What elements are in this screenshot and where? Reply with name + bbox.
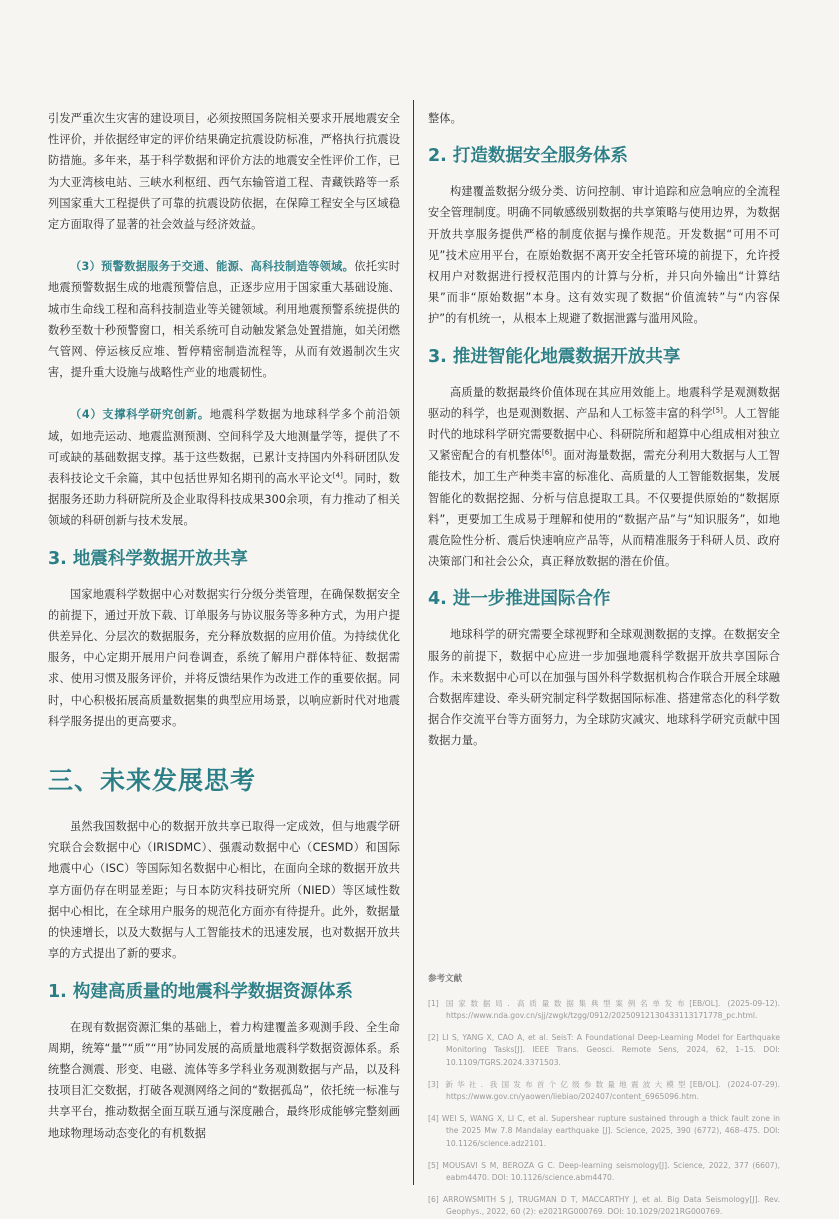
reference-item: [2] LI S, YANG X, CAO A, et al. SeisT: A Foundational Deep-Learning Model for Earthquake Monitoring Tasks[J]. IEEE Trans. Geosci. Remote Sens, 2024, 62, 1–15. DOI: 10.1109/TGRS.2024.3371503. (428, 1032, 780, 1068)
reference-item: [6] ARROWSMITH S J, TRUGMAN D T, MACCARTHY J, et al. Big Data Seismology[J]. Rev. Geophys., 2022, 60 (2): e2021RG000769. DOI: 10.1029/2021RG000769. (428, 1194, 780, 1217)
reference-item: [1] 国家数据局. 高质量数据集典型案例名单发布[EB/OL]. (2025-09-12). https://www.nda.gov.cn/sjj/zwgk/tzgg/0912/20250912130433113171778_pc.html. (428, 998, 780, 1021)
item3-label: （3）预警数据服务于交通、能源、高科技制造等领域。 (70, 260, 355, 274)
part3-paragraph: 虽然我国数据中心的数据开放共享已取得一定成效，但与地震学研究联合会数据中心（IRISDMC）、强震动数据中心（CESMD）和国际地震中心（ISC）等国际知名数据中心相比，在面向全球的数据开放共享方面仍存在明显差距；与日本防灾科技研究所（NIED）等区域性数据中心相比，在全球用户服务的规范化方面亦有待提升。此外，数据量的快速增长，以及大数据与人工智能技术的迅速发展，也对数据开放共享的方式提出了新的要求。 (48, 820, 400, 961)
sub3-text-c: 。面对海量数据，需充分利用大数据与人工智能技术，加工生产种类丰富的标准化、高质量的人工智能数据集，发展智能化的数据挖掘、分析与信息提取工具。不仅要提供原始的“数据原料”，更要加工生成易于理解和使用的“数据产品”与“知识服务”，如地震危险性分析、震后快速响应产品等，从而精准服务于科研人员、政府决策部门和社会公众，真正释放数据的潜在价值。 (428, 449, 780, 569)
sub3-text-b: 。人工智能时代的地球科学研究需要数据中心、科研院所和超算中心组成相对独立又紧密配合的有机整体 (428, 406, 780, 463)
sub4-paragraph: 地球科学的研究需要全球视野和全球观测数据的支撑。在数据安全服务的前提下，数据中心应进一步加强地震科学数据开放共享国际合作。未来数据中心可以在加强与国外科学数据机构合作联合开展全球融合数据库建设、牵头研究制定科学数据国际标准、搭建常态化的科学数据合作交流平台等方面努力，为全球防灾减灾、地球科学研究贡献中国数据力量。 (428, 628, 780, 748)
citation-6: [6] (541, 448, 553, 457)
sub2-paragraph: 构建覆盖数据分级分类、访问控制、审计追踪和应急响应的全流程安全管理制度。明确不同敏感级别数据的共享策略与使用边界，为数据开放共享服务提供严格的制度依据与操作规范。开发数据“可用不可见”技术应用平台，在原始数据不离开安全托管环境的前提下，允许授权用户对数据进行授权范围内的计算与分析，并只向外输出“计算结果”而非“原始数据”本身。这有效实现了数据“价值流转”与“内容保护”的有机统一，从根本上规避了数据泄露与滥用风险。 (428, 185, 780, 326)
sub3-text-a: 高质量的数据最终价值体现在其应用效能上。地震科学是观测数据驱动的科学，也是观测数据、产品和人工标签丰富的科学 (428, 385, 780, 420)
citation-5: [5] (712, 406, 724, 415)
sub2-heading: 2. 打造数据安全服务体系 (428, 146, 628, 167)
reference-item: [3] 新华社. 我国发布首个亿级参数量地震波大模型[EB/OL]. (2024-07-29). https://www.gov.cn/yaowen/liebiao/202407/content_6965096.htm. (428, 1079, 780, 1102)
reference-item: [4] WEI S, WANG X, LI C, et al. Supershear rupture sustained through a thick fault zone in the 2025 Mw 7.8 Mandalay earthquake [J]. Science, 2025, 390 (6772), 468–475. DOI: 10.1126/science.adz2101. (428, 1113, 780, 1149)
references-list (428, 998, 780, 1219)
item4-text-a: 地震科学数据为地球科学多个前沿领域，如地壳运动、地震监测预测、空间科学及大地测量学等，提供了不可或缺的基础数据支撑。基于这些数据，已累计支持国内外科研团队发表科技论文千余篇，其中包括世界知名期刊的高水平论文 (48, 408, 400, 486)
column-divider (413, 100, 414, 1185)
item3-text: 依托实时地震预警数据生成的地震预警信息，正逐步应用于国家重大基础设施、城市生命线工程和高科技制造业等关键领域。利用地震预警系统提供的数秒至数十秒预警窗口，相关系统可自动触发紧急处置措施，如关闭燃气管网、停运核反应堆、暂停精密制造流程等，从而有效遏制次生灾害，提升重大设施与战略性产业的地震韧性。 (48, 260, 400, 380)
part3-heading: 三、未来发展思考 (48, 766, 257, 796)
section3-paragraph: 国家地震科学数据中心对数据实行分级分类管理，在确保数据安全的前提下，通过开放下载、订单服务与协议服务等多种方式，为用户提供差异化、分层次的数据服务，充分释放数据的应用价值。为持续优化服务，中心定期开展用户问卷调查，系统了解用户群体特征、数据需求、使用习惯及服务评价，并将反馈结果作为改进工作的重要依据。同时，中心积极拓展高质量数据集的典型应用场景，以响应新时代对地震科学服务提出的更高要求。 (48, 587, 400, 728)
sub1-paragraph: 在现有数据资源汇集的基础上，着力构建覆盖多观测手段、全生命周期，统筹“量”“质”“用”协同发展的高质量地震科学数据资源体系。系统整合测震、形变、电磁、流体等多学科业务观测数据与产品，以及科技项目汇交数据，打破各观测网络之间的“数据孤岛”，依托统一标准与共享平台，推动数据全面互联互通与深度融合，最终形成能够完整刻画地球物理场动态变化的有机数据 (48, 1020, 400, 1140)
item4-label: （4）支撑科学研究创新。 (70, 408, 210, 422)
sub4-heading: 4. 进一步推进国际合作 (428, 589, 611, 610)
references-title: 参考文献 (428, 973, 463, 984)
left-column (48, 108, 400, 1144)
right-column (428, 108, 780, 1219)
item4-text-b: 。同时，数据服务还助力科研院所及企业取得科技成果300余项，有力推动了相关领域的科研创新与技术发展。 (48, 472, 400, 528)
continued-paragraph: 整体。 (428, 112, 462, 125)
sub1-heading: 1. 构建高质量的地震科学数据资源体系 (48, 981, 353, 1002)
reference-item: [5] MOUSAVI S M, BEROZA G C. Deep-learning seismology[J]. Science, 2022, 377 (6607), eabm4470. DOI: 10.1126/science.abm4470. (428, 1160, 780, 1183)
intro-paragraph: 引发严重次生灾害的建设项目，必须按照国务院相关要求开展地震安全性评价，并依据经审定的评价结果确定抗震设防标准，严格执行抗震设防措施。多年来，基于科学数据和评价方法的地震安全性评价工作，已为大亚湾核电站、三峡水利枢纽、西气东输管道工程、青藏铁路等一系列国家重大工程提供了可靠的抗震设防依据，在保障工程安全与区域稳定方面取得了显著的社会效益与经济效益。 (48, 112, 400, 232)
sub3-heading: 3. 推进智能化地震数据开放共享 (428, 346, 681, 367)
item3-paragraph (48, 256, 400, 383)
references-section (428, 972, 780, 1219)
item4-paragraph (48, 404, 400, 531)
citation-4: [4] (332, 471, 344, 480)
sub3-paragraph (428, 382, 780, 573)
section3-heading: 3. 地震科学数据开放共享 (48, 548, 248, 569)
